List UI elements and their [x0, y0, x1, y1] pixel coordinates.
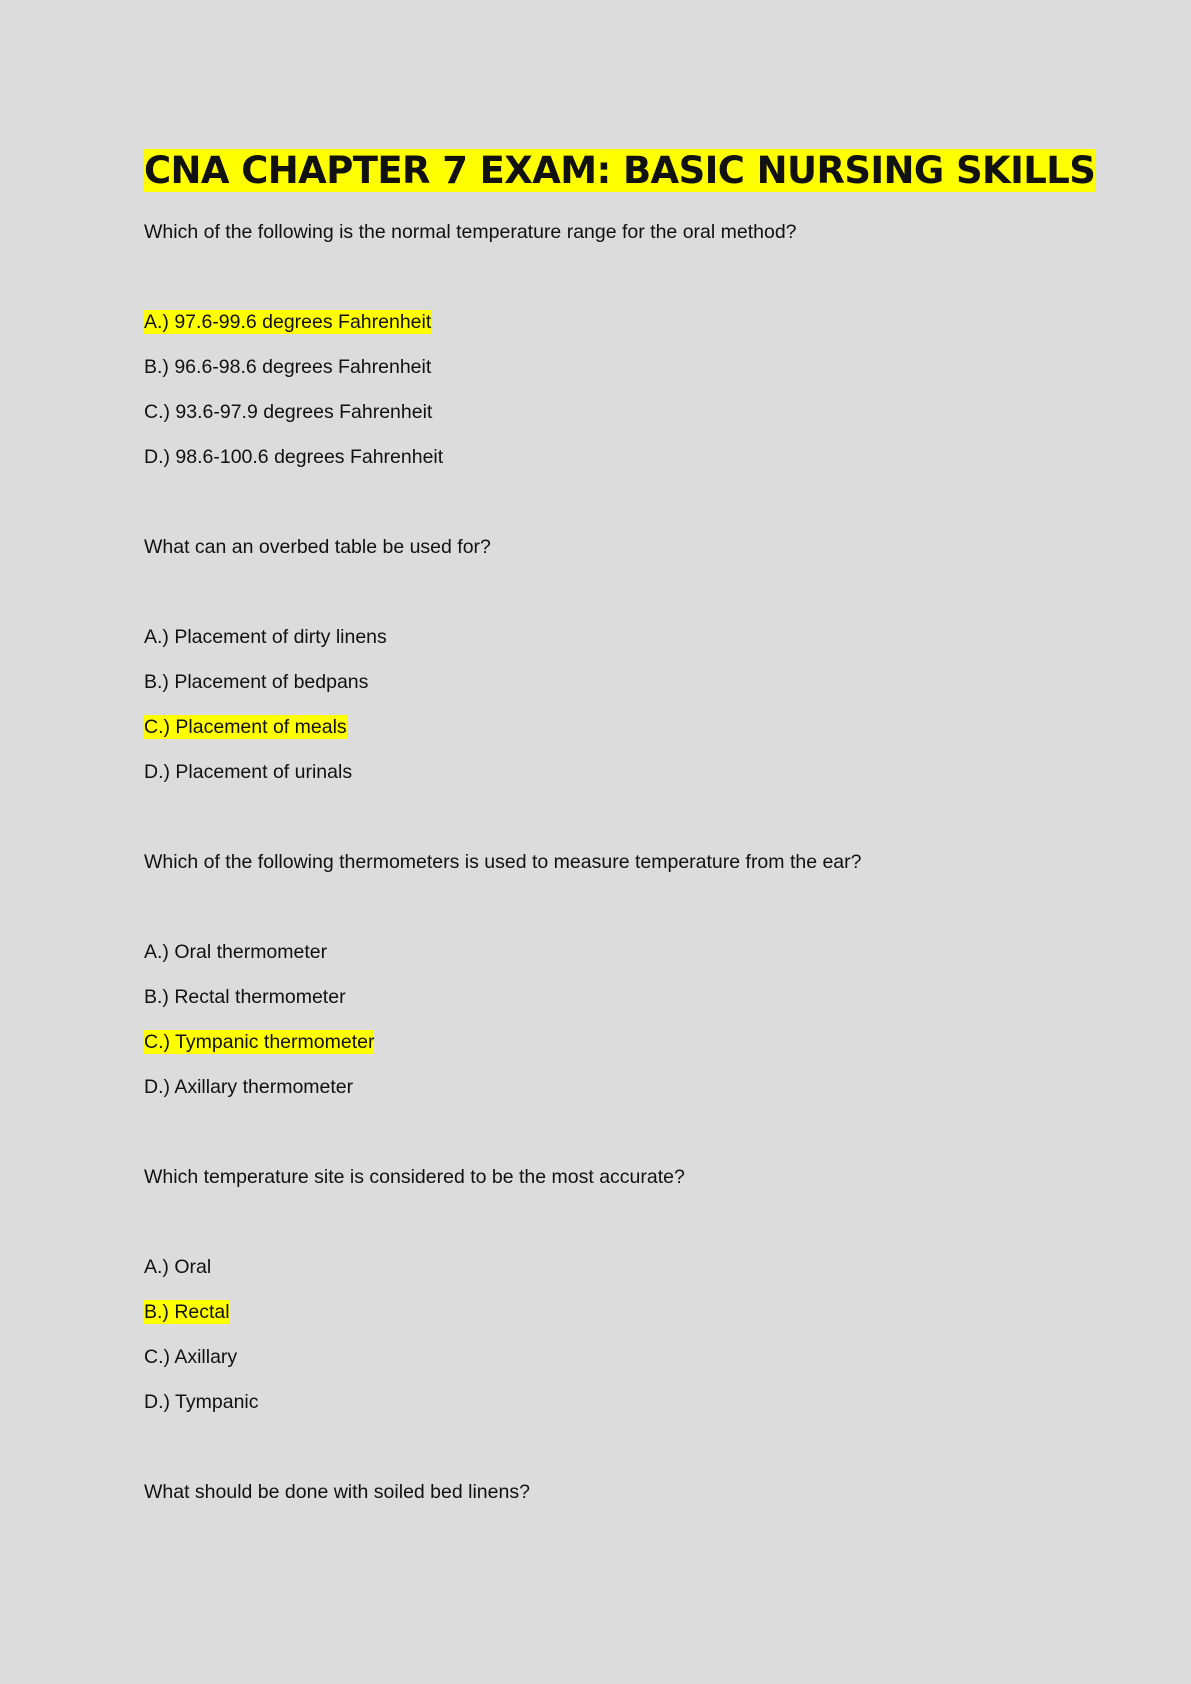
answer-option [144, 1389, 259, 1416]
answer-option [144, 624, 387, 651]
option-text: A.) Oral [144, 1256, 212, 1278]
option-text-highlighted: B.) Rectal [144, 1301, 230, 1323]
option-text-highlighted: C.) Tympanic thermometer [144, 1031, 375, 1053]
option-text: D.) 98.6-100.6 degrees Fahrenheit [144, 446, 444, 468]
document-title [144, 145, 1095, 197]
question-text: Which of the following thermometers is used to measure temperature from the ear? [144, 851, 862, 873]
answer-option [144, 354, 431, 381]
option-text: C.) Axillary [144, 1346, 238, 1368]
answer-option [144, 444, 443, 471]
answer-option [144, 1029, 374, 1056]
option-text: B.) Rectal thermometer [144, 986, 346, 1008]
option-text: D.) Placement of urinals [144, 761, 353, 783]
answer-option [144, 939, 327, 966]
option-text: A.) Placement of dirty linens [144, 626, 387, 648]
answer-option [144, 1344, 237, 1371]
question-text: Which of the following is the normal temperature range for the oral method? [144, 221, 797, 243]
answer-option [144, 399, 432, 426]
answer-option [144, 1074, 353, 1101]
question-text: What should be done with soiled bed linens? [144, 1481, 530, 1503]
answer-option [144, 1299, 230, 1326]
option-text: C.) 93.6-97.9 degrees Fahrenheit [144, 401, 433, 423]
answer-option [144, 714, 347, 741]
question-text: Which temperature site is considered to be the most accurate? [144, 1166, 685, 1188]
answer-option [144, 309, 431, 336]
option-text: B.) 96.6-98.6 degrees Fahrenheit [144, 356, 432, 378]
option-text: D.) Tympanic [144, 1391, 259, 1413]
option-text: A.) Oral thermometer [144, 941, 328, 963]
answer-option [144, 759, 352, 786]
question-text: What can an overbed table be used for? [144, 536, 491, 558]
answer-option [144, 984, 346, 1011]
answer-option [144, 1254, 211, 1281]
option-text: B.) Placement of bedpans [144, 671, 369, 693]
title-highlight: CNA CHAPTER 7 EXAM: BASIC NURSING SKILLS [144, 149, 1096, 192]
option-text-highlighted: A.) 97.6-99.6 degrees Fahrenheit [144, 311, 432, 333]
answer-option [144, 669, 368, 696]
option-text-highlighted: C.) Placement of meals [144, 716, 347, 738]
option-text: D.) Axillary thermometer [144, 1076, 354, 1098]
